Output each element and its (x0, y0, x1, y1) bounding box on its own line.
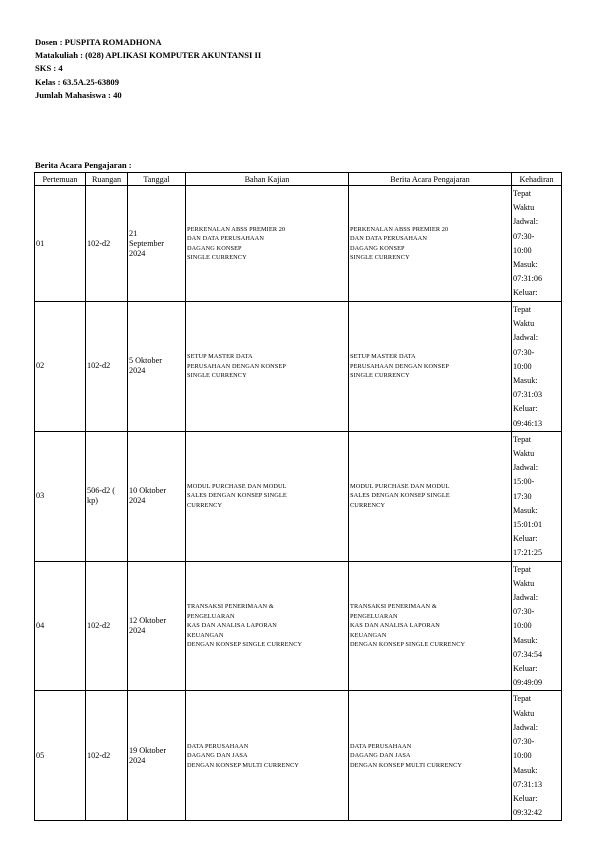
column-header-ruangan: Ruangan (86, 173, 128, 186)
cell-ruangan: 102-d2 (86, 302, 128, 432)
cell-bahan-kajian: DATA PERUSAHAAN DAGANG DAN JASA DENGAN KONSEP MULTI CURRENCY (186, 691, 349, 821)
cell-ruangan: 102-d2 (86, 691, 128, 821)
kelas-line: Kelas : 63.5A.25-63809 (35, 76, 120, 87)
cell-tanggal: 12 Oktober 2024 (128, 561, 186, 691)
cell-bahan-kajian: PERKENALAN ABSS PREMIER 20 DAN DATA PERUSAHAAN DAGANG KONSEP SINGLE CURRENCY (186, 186, 349, 302)
berita-acara-table (34, 172, 562, 821)
cell-ruangan: 506-d2 ( kp) (86, 431, 128, 561)
column-header-kehadiran: Kehadiran (512, 173, 562, 186)
column-header-berita-acara: Berita Acara Pengajaran (349, 173, 512, 186)
cell-tanggal: 10 Oktober 2024 (128, 431, 186, 561)
column-header-bahan-kajian: Bahan Kajian (186, 173, 349, 186)
sks-line: SKS : 4 (35, 63, 63, 74)
cell-tanggal: 5 Oktober 2024 (128, 302, 186, 432)
cell-berita-acara: MODUL PURCHASE DAN MODUL SALES DENGAN KONSEP SINGLE CURRENCY (349, 431, 512, 561)
cell-tanggal: 21 September 2024 (128, 186, 186, 302)
column-header-pertemuan: Pertemuan (35, 173, 86, 186)
dosen-line: Dosen : PUSPITA ROMADHONA (35, 37, 162, 47)
jumlah-mahasiswa-line: Jumlah Mahasiswa : 40 (35, 89, 122, 100)
cell-berita-acara: DATA PERUSAHAAN DAGANG DAN JASA DENGAN KONSEP MULTI CURRENCY (349, 691, 512, 821)
table-header-row (35, 173, 562, 186)
cell-kehadiran: Tepat Waktu Jadwal: 07:30- 10:00 Masuk: 07:34:54 Keluar: 09:49:09 (512, 561, 562, 691)
table-row (35, 431, 562, 561)
cell-berita-acara: PERKENALAN ABSS PREMIER 20 DAN DATA PERUSAHAAN DAGANG KONSEP SINGLE CURRENCY (349, 186, 512, 302)
matakuliah-line: Matakuliah : (028) APLIKASI KOMPUTER AKUNTANSI II (35, 50, 262, 61)
cell-kehadiran: Tepat Waktu Jadwal: 07:30- 10:00 Masuk: 07:31:13 Keluar: 09:32:42 (512, 691, 562, 821)
cell-pertemuan: 01 (35, 186, 86, 302)
section-title: Berita Acara Pengajaran : (35, 160, 132, 170)
table-row (35, 691, 562, 821)
table-row (35, 186, 562, 302)
table-row (35, 561, 562, 691)
table-row (35, 302, 562, 432)
cell-ruangan: 102-d2 (86, 186, 128, 302)
cell-pertemuan: 05 (35, 691, 86, 821)
cell-ruangan: 102-d2 (86, 561, 128, 691)
cell-tanggal: 19 Oktober 2024 (128, 691, 186, 821)
cell-pertemuan: 02 (35, 302, 86, 432)
document-header (35, 36, 261, 102)
cell-kehadiran: Tepat Waktu Jadwal: 07:30- 10:00 Masuk: 07:31:03 Keluar: 09:46:13 (512, 302, 562, 432)
cell-berita-acara: SETUP MASTER DATA PERUSAHAAN DENGAN KONSEP SINGLE CURRENCY (349, 302, 512, 432)
cell-pertemuan: 04 (35, 561, 86, 691)
cell-bahan-kajian: SETUP MASTER DATA PERUSAHAAN DENGAN KONSEP SINGLE CURRENCY (186, 302, 349, 432)
cell-kehadiran: Tepat Waktu Jadwal: 15:00- 17:30 Masuk: 15:01:01 Keluar: 17:21:25 (512, 431, 562, 561)
cell-bahan-kajian: MODUL PURCHASE DAN MODUL SALES DENGAN KONSEP SINGLE CURRENCY (186, 431, 349, 561)
cell-bahan-kajian: TRANSAKSI PENERIMAAN & PENGELUARAN KAS DAN ANALISA LAPORAN KEUANGAN DENGAN KONSEP SINGLE CURRENCY (186, 561, 349, 691)
cell-kehadiran: Tepat Waktu Jadwal: 07:30- 10:00 Masuk: 07:31:06 Keluar: (512, 186, 562, 302)
column-header-tanggal: Tanggal (128, 173, 186, 186)
cell-berita-acara: TRANSAKSI PENERIMAAN & PENGELUARAN KAS DAN ANALISA LAPORAN KEUANGAN DENGAN KONSEP SINGLE CURRENCY (349, 561, 512, 691)
cell-pertemuan: 03 (35, 431, 86, 561)
